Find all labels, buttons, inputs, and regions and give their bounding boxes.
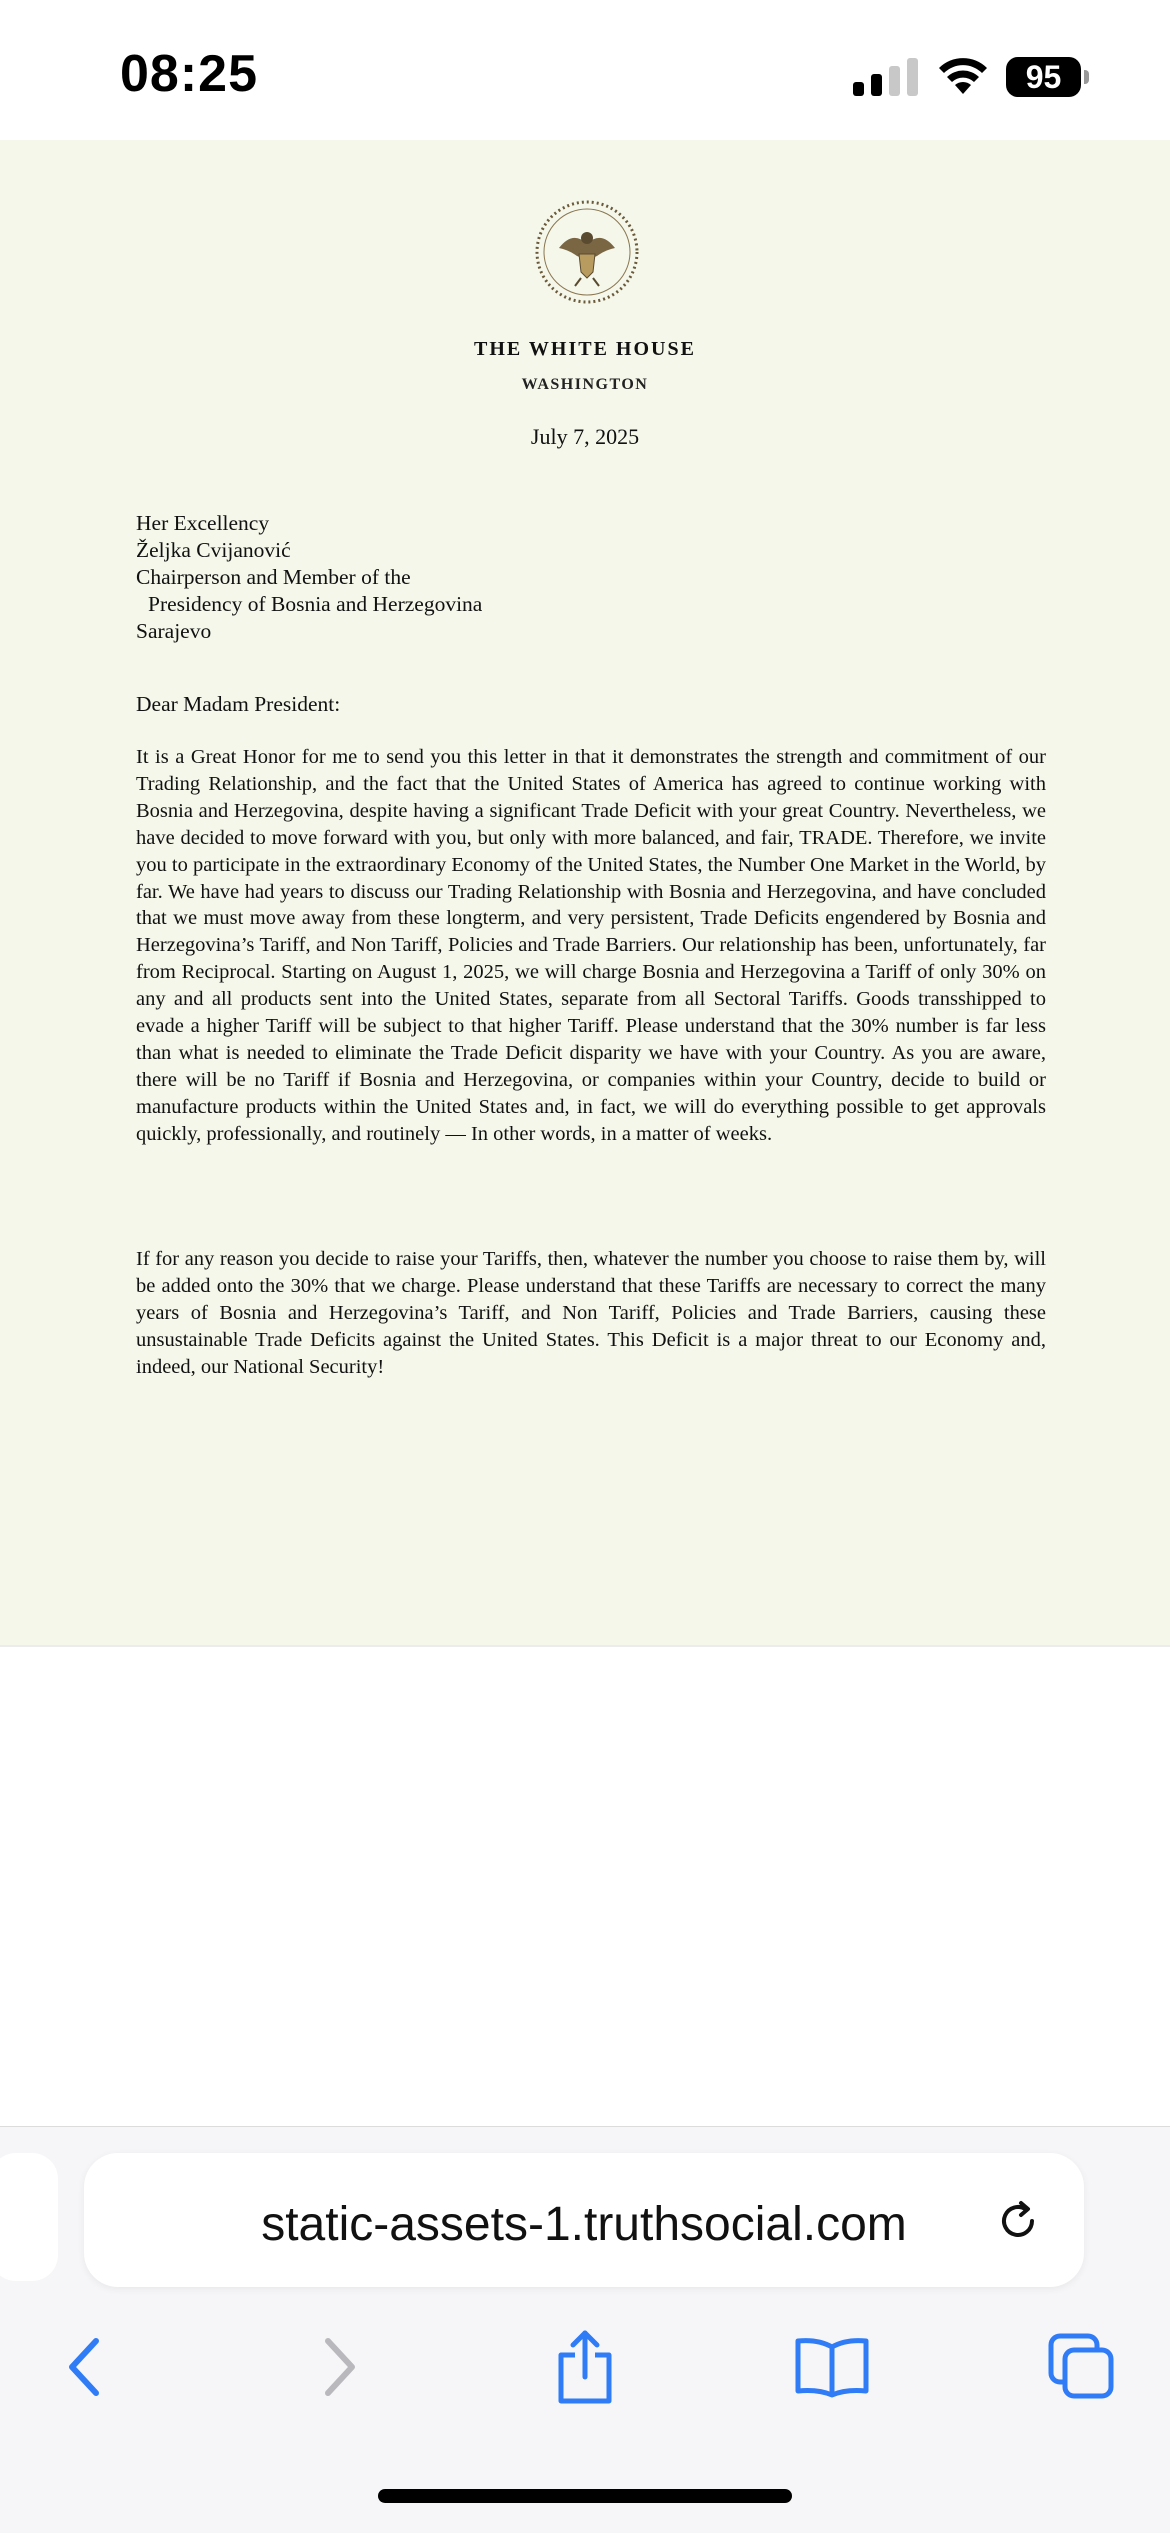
bookmarks-button[interactable] [782, 2317, 882, 2417]
wifi-icon [938, 56, 988, 96]
letterhead-title: THE WHITE HOUSE [474, 338, 696, 360]
share-button[interactable] [535, 2317, 635, 2417]
address-line: Her Excellency [136, 511, 270, 535]
share-icon[interactable] [553, 2329, 617, 2405]
forward-button[interactable] [288, 2317, 388, 2417]
status-time: 08:25 [120, 45, 258, 103]
address-line: Sarajevo [136, 619, 212, 643]
letter-paragraph-1: It is a Great Honor for me to send you this letter in that it demonstrates the strength and commitment of our Trading Relationship, and the fact that the United States of America has agreed to continue working with Bosnia and Herzegovina, despite having a significant Trade Deficit with your great Country. Nevertheless, we have decided to move forward with you, but only with more balanced, and fair, TRADE. Therefore, we invite you to participate in the extraordinary Economy of the United States, the Number One Market in the World, by far. We have had years to discuss our Trading Relationship with Bosnia and Herzegovina, and have concluded that we must move away from these longterm, and very persistent, Trade Deficits engendered by Bosnia and Herzegovina’s Tariff, and Non Tariff, Policies and Trade Barriers. Our relationship has been, unfortunately, far from Reciprocal. Starting on August 1, 2025, we will charge Bosnia and Herzegovina a Tariff of only 30% on any and all products sent into the United States, separate from all Sectoral Tariffs. Goods transshipped to evade a higher Tariff will be subject to that higher Tariff. Please understand that the 30% number is far less than what is needed to eliminate the Trade Deficit disparity we have with your Country. As you are aware, there will be no Tariff if Bosnia and Herzegovina, or companies within your Country, decide to build or manufacture products within the United States and, in fact, we will do everything possible to get approvals quickly, professionally, and routinely — In other words, in a matter of weeks. [136, 746, 1046, 1145]
letter-paragraph-2: If for any reason you decide to raise your Tariffs, then, whatever the number you choose to raise them by, will be added onto the 30% that we charge. Please understand that these Tariffs are necessary to correct the many years of Bosnia and Herzegovina’s Tariff, and Non Tariff, Policies and Trade Barriers, causing these unsustainable Trade Deficits against the United States. This Deficit is a major threat to our Economy and, indeed, our National Security! [136, 1248, 1046, 1378]
salutation: Dear Madam President: [136, 692, 341, 716]
letter-document [0, 140, 1170, 1645]
back-button[interactable] [36, 2317, 136, 2417]
address-line: Chairperson and Member of the [136, 565, 411, 589]
forward-icon[interactable] [316, 2337, 360, 2397]
previous-tab-preview[interactable] [0, 2153, 58, 2281]
recipient-address [136, 510, 482, 645]
browser-toolbar [0, 2126, 1170, 2533]
back-icon[interactable] [64, 2337, 108, 2397]
address-line: Presidency of Bosnia and Herzegovina [148, 592, 483, 616]
reload-icon[interactable] [992, 2195, 1044, 2247]
letterhead-subtitle: WASHINGTON [521, 376, 649, 393]
bookmarks-icon[interactable] [794, 2335, 870, 2399]
tabs-icon[interactable] [1047, 2332, 1117, 2402]
status-bar [0, 0, 1170, 140]
navigation-bar [0, 2317, 1170, 2437]
letter-date: July 7, 2025 [530, 424, 640, 449]
tabs-button[interactable] [1032, 2317, 1132, 2417]
battery-level: 95 [1006, 57, 1081, 97]
url-text[interactable]: static-assets-1.truthsocial.com [261, 2198, 907, 2251]
address-bar[interactable] [84, 2153, 1084, 2287]
home-indicator[interactable] [378, 2489, 792, 2503]
address-line: Željka Cvijanović [136, 538, 291, 562]
cellular-signal-icon [853, 58, 919, 96]
presidential-seal-icon [535, 200, 639, 304]
battery-icon [1006, 57, 1088, 97]
